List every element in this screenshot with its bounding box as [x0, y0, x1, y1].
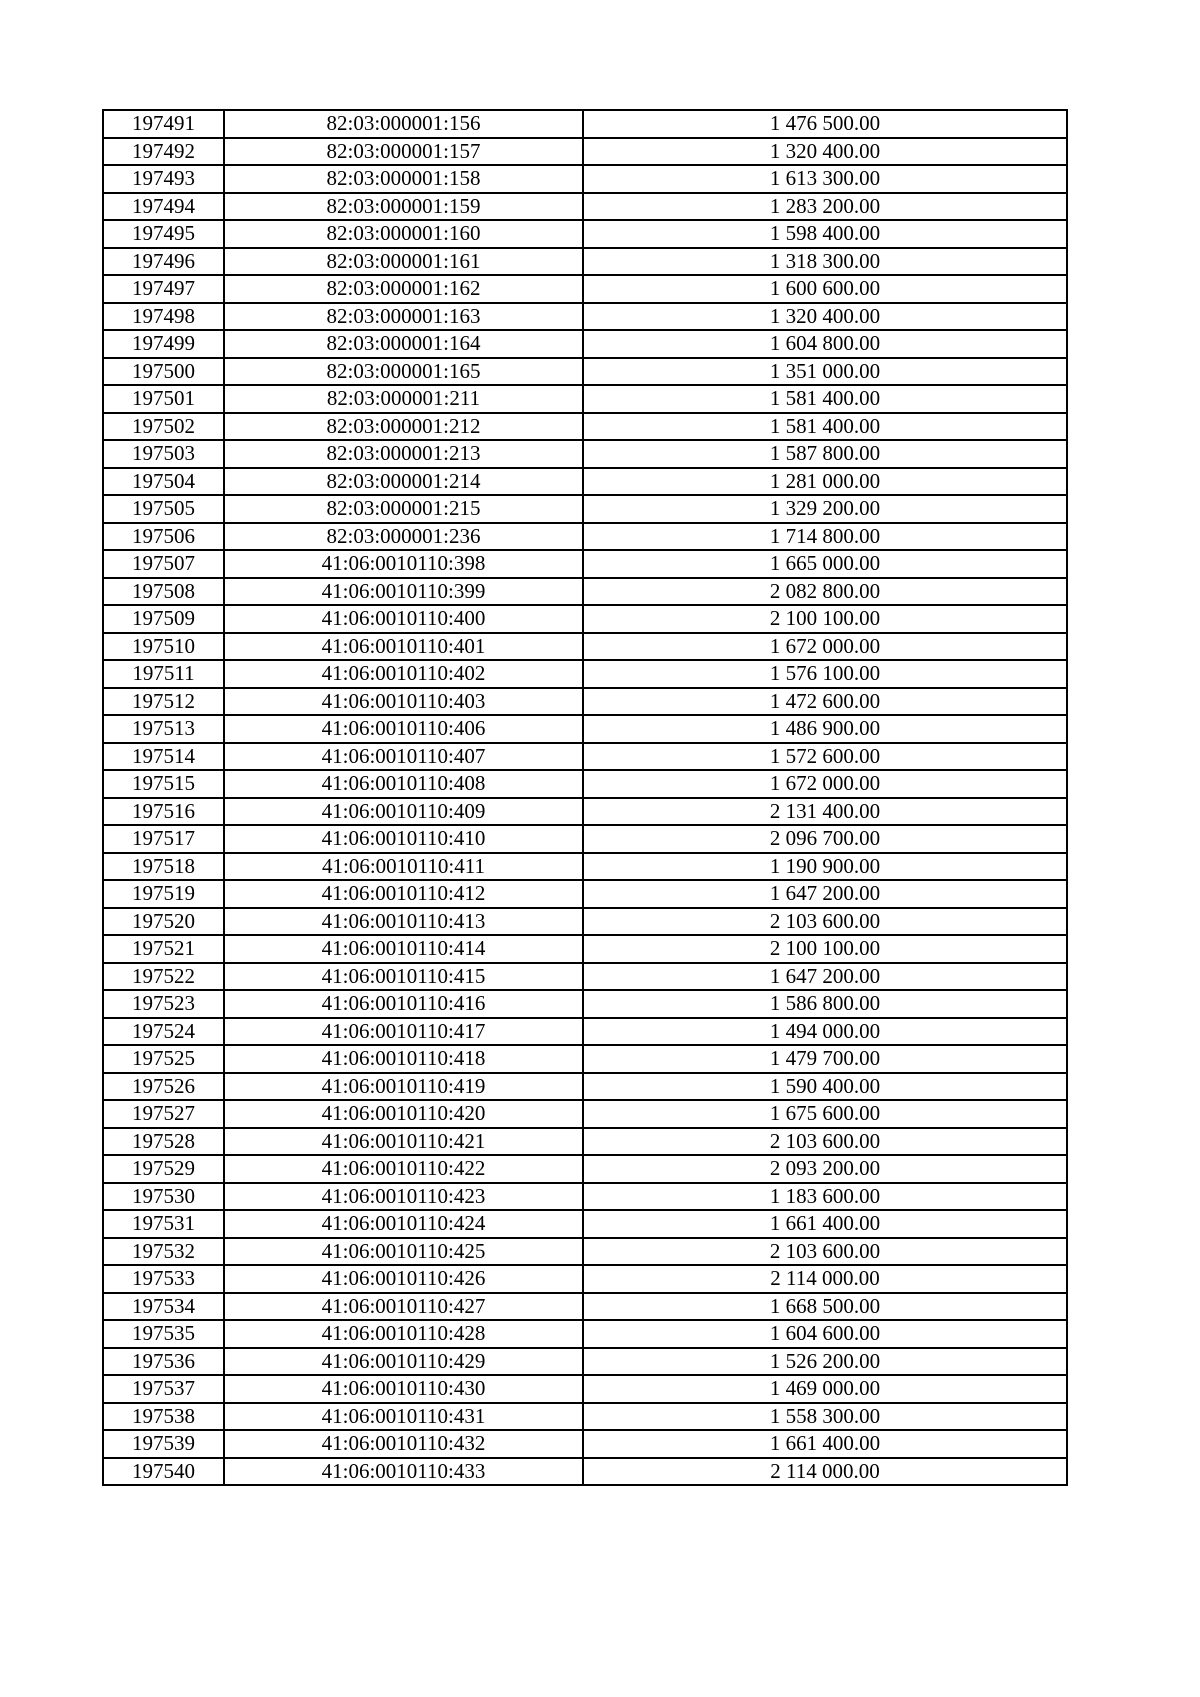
- cadastral-number-cell: 41:06:0010110:402: [224, 660, 583, 688]
- cadastral-value-cell: 1 190 900.00: [583, 853, 1067, 881]
- cadastral-value-cell: 1 494 000.00: [583, 1018, 1067, 1046]
- row-number-cell: 197537: [103, 1375, 224, 1403]
- table-row: [103, 633, 1067, 661]
- row-number-cell: 197528: [103, 1128, 224, 1156]
- row-number-cell: 197536: [103, 1348, 224, 1376]
- cadastral-number-cell: 41:06:0010110:424: [224, 1210, 583, 1238]
- row-number-cell: 197508: [103, 578, 224, 606]
- cadastral-number-cell: 82:03:000001:157: [224, 138, 583, 166]
- cadastral-value-cell: 1 600 600.00: [583, 275, 1067, 303]
- cadastral-value-cell: 1 613 300.00: [583, 165, 1067, 193]
- row-number-cell: 197534: [103, 1293, 224, 1321]
- cadastral-value-cell: 1 675 600.00: [583, 1100, 1067, 1128]
- row-number-cell: 197511: [103, 660, 224, 688]
- table-row: [103, 1403, 1067, 1431]
- cadastral-number-cell: 82:03:000001:163: [224, 303, 583, 331]
- cadastral-number-cell: 41:06:0010110:401: [224, 633, 583, 661]
- cadastral-value-cell: 1 661 400.00: [583, 1210, 1067, 1238]
- table-row: [103, 1430, 1067, 1458]
- cadastral-value-cell: 1 668 500.00: [583, 1293, 1067, 1321]
- table-row: [103, 770, 1067, 798]
- cadastral-value-cell: 1 472 600.00: [583, 688, 1067, 716]
- row-number-cell: 197526: [103, 1073, 224, 1101]
- cadastral-number-cell: 41:06:0010110:431: [224, 1403, 583, 1431]
- row-number-cell: 197504: [103, 468, 224, 496]
- cadastral-value-cell: 1 586 800.00: [583, 990, 1067, 1018]
- table-row: [103, 825, 1067, 853]
- cadastral-number-cell: 82:03:000001:236: [224, 523, 583, 551]
- cadastral-number-cell: 41:06:0010110:429: [224, 1348, 583, 1376]
- cadastral-number-cell: 41:06:0010110:417: [224, 1018, 583, 1046]
- cadastral-value-cell: 1 320 400.00: [583, 138, 1067, 166]
- row-number-cell: 197524: [103, 1018, 224, 1046]
- cadastral-value-cell: 1 604 600.00: [583, 1320, 1067, 1348]
- table-row: [103, 468, 1067, 496]
- cadastral-value-cell: 2 082 800.00: [583, 578, 1067, 606]
- table-row: [103, 275, 1067, 303]
- cadastral-value-cell: 2 114 000.00: [583, 1458, 1067, 1486]
- cadastral-value-cell: 1 526 200.00: [583, 1348, 1067, 1376]
- table-row: [103, 523, 1067, 551]
- table-row: [103, 1458, 1067, 1486]
- row-number-cell: 197507: [103, 550, 224, 578]
- cadastral-number-cell: 41:06:0010110:422: [224, 1155, 583, 1183]
- cadastral-value-cell: 1 351 000.00: [583, 358, 1067, 386]
- cadastral-number-cell: 82:03:000001:165: [224, 358, 583, 386]
- cadastral-number-cell: 82:03:000001:156: [224, 110, 583, 138]
- cadastral-number-cell: 41:06:0010110:420: [224, 1100, 583, 1128]
- cadastral-number-cell: 41:06:0010110:398: [224, 550, 583, 578]
- row-number-cell: 197503: [103, 440, 224, 468]
- table-row: [103, 1265, 1067, 1293]
- row-number-cell: 197527: [103, 1100, 224, 1128]
- row-number-cell: 197500: [103, 358, 224, 386]
- table-row: [103, 1128, 1067, 1156]
- cadastral-value-cell: 1 661 400.00: [583, 1430, 1067, 1458]
- cadastral-number-cell: 41:06:0010110:423: [224, 1183, 583, 1211]
- cadastral-value-cell: 1 672 000.00: [583, 770, 1067, 798]
- table-row: [103, 1045, 1067, 1073]
- cadastral-value-cell: 1 581 400.00: [583, 413, 1067, 441]
- table-row: [103, 935, 1067, 963]
- cadastral-number-cell: 82:03:000001:160: [224, 220, 583, 248]
- row-number-cell: 197502: [103, 413, 224, 441]
- cadastral-value-cell: 1 318 300.00: [583, 248, 1067, 276]
- cadastral-value-cell: 1 590 400.00: [583, 1073, 1067, 1101]
- cadastral-number-cell: 41:06:0010110:411: [224, 853, 583, 881]
- table-row: [103, 1375, 1067, 1403]
- cadastral-number-cell: 41:06:0010110:412: [224, 880, 583, 908]
- cadastral-number-cell: 41:06:0010110:419: [224, 1073, 583, 1101]
- row-number-cell: 197516: [103, 798, 224, 826]
- cadastral-value-cell: 1 576 100.00: [583, 660, 1067, 688]
- cadastral-value-cell: 1 329 200.00: [583, 495, 1067, 523]
- cadastral-number-cell: 41:06:0010110:428: [224, 1320, 583, 1348]
- row-number-cell: 197531: [103, 1210, 224, 1238]
- table-row: [103, 495, 1067, 523]
- cadastral-number-cell: 41:06:0010110:414: [224, 935, 583, 963]
- cadastral-value-cell: 1 320 400.00: [583, 303, 1067, 331]
- table-row: [103, 1155, 1067, 1183]
- row-number-cell: 197532: [103, 1238, 224, 1266]
- table-row: [103, 715, 1067, 743]
- cadastral-value-cell: 1 714 800.00: [583, 523, 1067, 551]
- cadastral-value-cell: 2 103 600.00: [583, 908, 1067, 936]
- cadastral-value-cell: 1 469 000.00: [583, 1375, 1067, 1403]
- cadastral-number-cell: 41:06:0010110:426: [224, 1265, 583, 1293]
- row-number-cell: 197520: [103, 908, 224, 936]
- cadastral-number-cell: 82:03:000001:211: [224, 385, 583, 413]
- cadastral-value-table: [102, 109, 1068, 1486]
- cadastral-number-cell: 82:03:000001:158: [224, 165, 583, 193]
- table-row: [103, 880, 1067, 908]
- cadastral-number-cell: 41:06:0010110:425: [224, 1238, 583, 1266]
- cadastral-number-cell: 41:06:0010110:406: [224, 715, 583, 743]
- row-number-cell: 197540: [103, 1458, 224, 1486]
- cadastral-value-cell: 1 281 000.00: [583, 468, 1067, 496]
- row-number-cell: 197530: [103, 1183, 224, 1211]
- cadastral-number-cell: 41:06:0010110:413: [224, 908, 583, 936]
- cadastral-value-cell: 1 665 000.00: [583, 550, 1067, 578]
- cadastral-value-cell: 1 598 400.00: [583, 220, 1067, 248]
- table-row: [103, 193, 1067, 221]
- row-number-cell: 197514: [103, 743, 224, 771]
- cadastral-value-cell: 1 476 500.00: [583, 110, 1067, 138]
- cadastral-number-cell: 41:06:0010110:421: [224, 1128, 583, 1156]
- row-number-cell: 197522: [103, 963, 224, 991]
- row-number-cell: 197512: [103, 688, 224, 716]
- row-number-cell: 197510: [103, 633, 224, 661]
- row-number-cell: 197499: [103, 330, 224, 358]
- row-number-cell: 197518: [103, 853, 224, 881]
- table-row: [103, 413, 1067, 441]
- cadastral-number-cell: 41:06:0010110:399: [224, 578, 583, 606]
- row-number-cell: 197513: [103, 715, 224, 743]
- cadastral-number-cell: 41:06:0010110:416: [224, 990, 583, 1018]
- cadastral-value-cell: 1 647 200.00: [583, 963, 1067, 991]
- table-row: [103, 798, 1067, 826]
- table-row: [103, 1348, 1067, 1376]
- table-row: [103, 550, 1067, 578]
- cadastral-number-cell: 82:03:000001:215: [224, 495, 583, 523]
- cadastral-value-cell: 1 587 800.00: [583, 440, 1067, 468]
- table-row: [103, 908, 1067, 936]
- cadastral-number-cell: 41:06:0010110:433: [224, 1458, 583, 1486]
- row-number-cell: 197533: [103, 1265, 224, 1293]
- row-number-cell: 197509: [103, 605, 224, 633]
- table-row: [103, 1018, 1067, 1046]
- cadastral-number-cell: 41:06:0010110:430: [224, 1375, 583, 1403]
- row-number-cell: 197519: [103, 880, 224, 908]
- row-number-cell: 197523: [103, 990, 224, 1018]
- cadastral-value-cell: 2 100 100.00: [583, 935, 1067, 963]
- row-number-cell: 197535: [103, 1320, 224, 1348]
- table-row: [103, 853, 1067, 881]
- cadastral-value-cell: 2 096 700.00: [583, 825, 1067, 853]
- table-row: [103, 578, 1067, 606]
- row-number-cell: 197517: [103, 825, 224, 853]
- cadastral-value-cell: 1 647 200.00: [583, 880, 1067, 908]
- table-row: [103, 110, 1067, 138]
- row-number-cell: 197495: [103, 220, 224, 248]
- cadastral-number-cell: 41:06:0010110:432: [224, 1430, 583, 1458]
- table-row: [103, 990, 1067, 1018]
- table-row: [103, 743, 1067, 771]
- table-row: [103, 1073, 1067, 1101]
- table-row: [103, 1183, 1067, 1211]
- row-number-cell: 197538: [103, 1403, 224, 1431]
- row-number-cell: 197496: [103, 248, 224, 276]
- cadastral-number-cell: 82:03:000001:213: [224, 440, 583, 468]
- cadastral-number-cell: 82:03:000001:164: [224, 330, 583, 358]
- table-row: [103, 1210, 1067, 1238]
- table-row: [103, 248, 1067, 276]
- cadastral-number-cell: 41:06:0010110:415: [224, 963, 583, 991]
- cadastral-value-cell: 2 093 200.00: [583, 1155, 1067, 1183]
- row-number-cell: 197515: [103, 770, 224, 798]
- cadastral-number-cell: 82:03:000001:212: [224, 413, 583, 441]
- cadastral-value-cell: 1 283 200.00: [583, 193, 1067, 221]
- cadastral-number-cell: 82:03:000001:162: [224, 275, 583, 303]
- cadastral-number-cell: 41:06:0010110:407: [224, 743, 583, 771]
- cadastral-value-cell: 1 604 800.00: [583, 330, 1067, 358]
- cadastral-value-cell: 1 581 400.00: [583, 385, 1067, 413]
- cadastral-number-cell: 82:03:000001:159: [224, 193, 583, 221]
- cadastral-value-cell: 1 486 900.00: [583, 715, 1067, 743]
- cadastral-value-cell: 2 103 600.00: [583, 1238, 1067, 1266]
- row-number-cell: 197498: [103, 303, 224, 331]
- cadastral-number-cell: 82:03:000001:161: [224, 248, 583, 276]
- cadastral-value-cell: 2 103 600.00: [583, 1128, 1067, 1156]
- row-number-cell: 197501: [103, 385, 224, 413]
- row-number-cell: 197497: [103, 275, 224, 303]
- cadastral-number-cell: 41:06:0010110:400: [224, 605, 583, 633]
- table-row: [103, 330, 1067, 358]
- cadastral-number-cell: 41:06:0010110:418: [224, 1045, 583, 1073]
- table-row: [103, 440, 1067, 468]
- row-number-cell: 197529: [103, 1155, 224, 1183]
- table-row: [103, 688, 1067, 716]
- table-row: [103, 1100, 1067, 1128]
- row-number-cell: 197505: [103, 495, 224, 523]
- table-row: [103, 165, 1067, 193]
- table-body: [103, 110, 1067, 1485]
- cadastral-number-cell: 82:03:000001:214: [224, 468, 583, 496]
- table-row: [103, 963, 1067, 991]
- table-row: [103, 1238, 1067, 1266]
- cadastral-number-cell: 41:06:0010110:403: [224, 688, 583, 716]
- row-number-cell: 197539: [103, 1430, 224, 1458]
- cadastral-value-cell: 1 572 600.00: [583, 743, 1067, 771]
- table-row: [103, 138, 1067, 166]
- table-row: [103, 660, 1067, 688]
- table-row: [103, 1293, 1067, 1321]
- cadastral-value-cell: 2 131 400.00: [583, 798, 1067, 826]
- cadastral-number-cell: 41:06:0010110:409: [224, 798, 583, 826]
- row-number-cell: 197506: [103, 523, 224, 551]
- table-row: [103, 605, 1067, 633]
- row-number-cell: 197493: [103, 165, 224, 193]
- cadastral-value-cell: 2 100 100.00: [583, 605, 1067, 633]
- row-number-cell: 197494: [103, 193, 224, 221]
- cadastral-value-cell: 2 114 000.00: [583, 1265, 1067, 1293]
- row-number-cell: 197492: [103, 138, 224, 166]
- row-number-cell: 197525: [103, 1045, 224, 1073]
- cadastral-number-cell: 41:06:0010110:427: [224, 1293, 583, 1321]
- table-row: [103, 220, 1067, 248]
- cadastral-value-cell: 1 183 600.00: [583, 1183, 1067, 1211]
- table-row: [103, 303, 1067, 331]
- table-row: [103, 1320, 1067, 1348]
- table-row: [103, 358, 1067, 386]
- cadastral-value-cell: 1 558 300.00: [583, 1403, 1067, 1431]
- cadastral-value-cell: 1 479 700.00: [583, 1045, 1067, 1073]
- row-number-cell: 197491: [103, 110, 224, 138]
- cadastral-value-cell: 1 672 000.00: [583, 633, 1067, 661]
- row-number-cell: 197521: [103, 935, 224, 963]
- table-row: [103, 385, 1067, 413]
- cadastral-number-cell: 41:06:0010110:410: [224, 825, 583, 853]
- cadastral-number-cell: 41:06:0010110:408: [224, 770, 583, 798]
